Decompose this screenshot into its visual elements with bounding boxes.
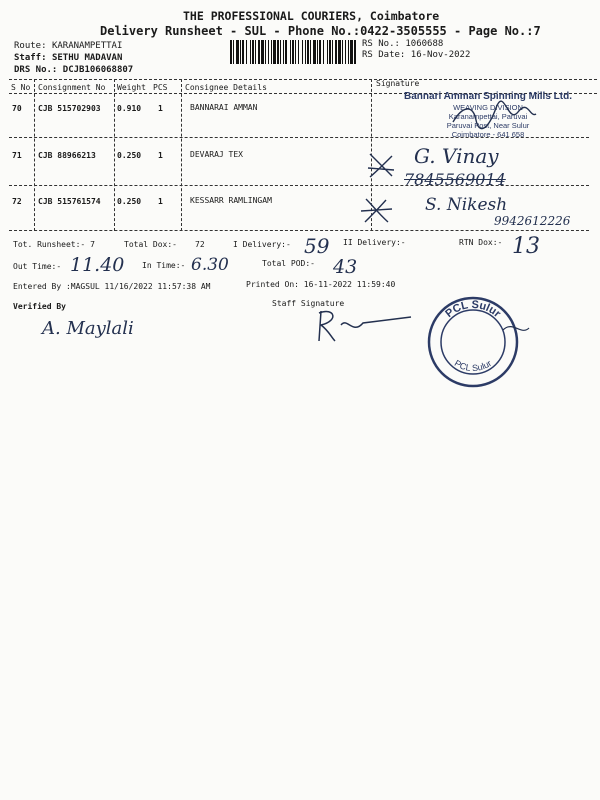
row-71-weight: 0.250	[117, 151, 142, 160]
header-consignee: Consignee Details	[185, 83, 267, 92]
stamp-line-5: Coimbatore - 641 658	[451, 130, 525, 139]
row-71-cross-mark	[366, 150, 396, 180]
rs-no-label: RS No.:	[362, 39, 400, 49]
rtn-dox-handwritten: 13	[512, 234, 540, 259]
staff-value: SETHU MADAVAN	[51, 53, 123, 63]
row-70-consignment: CJB 515702903	[38, 104, 101, 113]
row-70-signature-scribble	[448, 100, 538, 130]
rs-date-field	[362, 50, 470, 60]
col-divider-3	[181, 79, 182, 231]
route-value: KARANAMPETTAI	[51, 41, 123, 51]
row-72-sno: 72	[12, 197, 22, 206]
entered-by: Entered By :MAGSUL 11/16/2022 11:57:38 AM	[13, 282, 211, 291]
row-72-weight: 0.250	[117, 197, 142, 206]
route-field	[14, 41, 122, 51]
total-pod-label: Total POD:-	[262, 259, 315, 268]
row-70-weight: 0.910	[117, 104, 142, 113]
row-71-signature: G. Vinay	[414, 144, 499, 168]
runsheet-subtitle: Delivery Runsheet - SUL - Phone No.:0422-3505555 - Page No.:7	[100, 24, 541, 38]
staff-signature-label: Staff Signature	[272, 299, 345, 308]
total-pod-handwritten: 43	[333, 256, 358, 278]
printed-on: Printed On: 16-11-2022 11:59:40	[246, 280, 396, 289]
total-dox-label: Total Dox:-	[124, 240, 177, 249]
header-sno: S No	[11, 83, 31, 92]
header-consignment: Consignment No	[38, 83, 106, 92]
i-delivery-handwritten: 59	[304, 234, 330, 258]
company-title: THE PROFESSIONAL COURIERS, Coimbatore	[183, 9, 440, 23]
stamp-line-2: WEAVING DIVISION	[453, 103, 523, 112]
staff-signature-scribble	[313, 307, 413, 347]
stamp-line-4: Paruvai Post, Near Sulur	[446, 121, 530, 130]
tot-runsheet: Tot. Runsheet:- 7	[13, 240, 95, 249]
barcode-image	[230, 40, 356, 64]
in-time-label: In Time:-	[142, 261, 186, 270]
stamp-top-text: PCL Sulur	[443, 298, 503, 321]
row-72-rule	[9, 230, 589, 231]
header-weight: Weight	[117, 83, 146, 92]
total-dox-value: 72	[195, 240, 205, 249]
staff-label: Staff:	[14, 53, 47, 63]
rs-date-label: RS Date:	[362, 50, 406, 60]
out-time-label: Out Time:-	[13, 262, 62, 271]
row-72-signature: S. Nikesh	[425, 195, 508, 215]
route-label: Route:	[14, 41, 47, 51]
out-time-handwritten: 11.40	[70, 254, 125, 276]
row-72-consignment: CJB 515761574	[38, 197, 101, 206]
row-72-consignee: KESSARR RAMLINGAM	[190, 196, 272, 205]
row-72-pcs: 1	[158, 197, 163, 206]
table-top-rule	[9, 79, 597, 80]
row-71-consignee: DEVARAJ TEX	[190, 150, 243, 159]
ii-delivery-label: II Delivery:-	[343, 238, 406, 247]
stamp-bottom-text: PCL Sulur	[452, 358, 494, 374]
drs-value: DCJB106068807	[62, 65, 134, 75]
row-71-consignment: CJB 88966213	[38, 151, 96, 160]
row-70-sno: 70	[12, 104, 22, 113]
row-71-sno: 71	[12, 151, 22, 160]
round-stamp	[425, 290, 535, 400]
drs-field	[14, 65, 133, 75]
rs-no-value: 1060688	[405, 39, 444, 49]
rs-date-value: 16-Nov-2022	[410, 50, 471, 60]
row-70-consignee: BANNARAI AMMAN	[190, 103, 258, 112]
staff-field	[14, 53, 122, 63]
col-divider-2	[114, 79, 115, 231]
header-pcs: PCS	[153, 83, 168, 92]
rs-no-field	[362, 39, 443, 49]
drs-label: DRS No.:	[14, 65, 58, 75]
rtn-dox-label: RTN Dox:-	[459, 238, 503, 247]
stamp-line-1: Bannari Amman Spinning Mills Ltd.	[404, 91, 572, 102]
verified-by-signature: A. Maylali	[42, 318, 134, 339]
row-72-cross-mark	[360, 195, 394, 225]
header-signature: Signature	[376, 79, 420, 88]
row-72-phone: 9942612226	[494, 214, 571, 228]
row-71-phone: 7845569014	[404, 170, 506, 189]
verified-by-label: Verified By	[13, 302, 66, 311]
in-time-handwritten: 6.30	[191, 255, 229, 275]
stamp-line-3: Karanampettai, Paruvai	[448, 112, 528, 121]
col-divider-1	[34, 79, 35, 231]
i-delivery-label: I Delivery:-	[233, 240, 291, 249]
row-70-pcs: 1	[158, 104, 163, 113]
row-71-pcs: 1	[158, 151, 163, 160]
